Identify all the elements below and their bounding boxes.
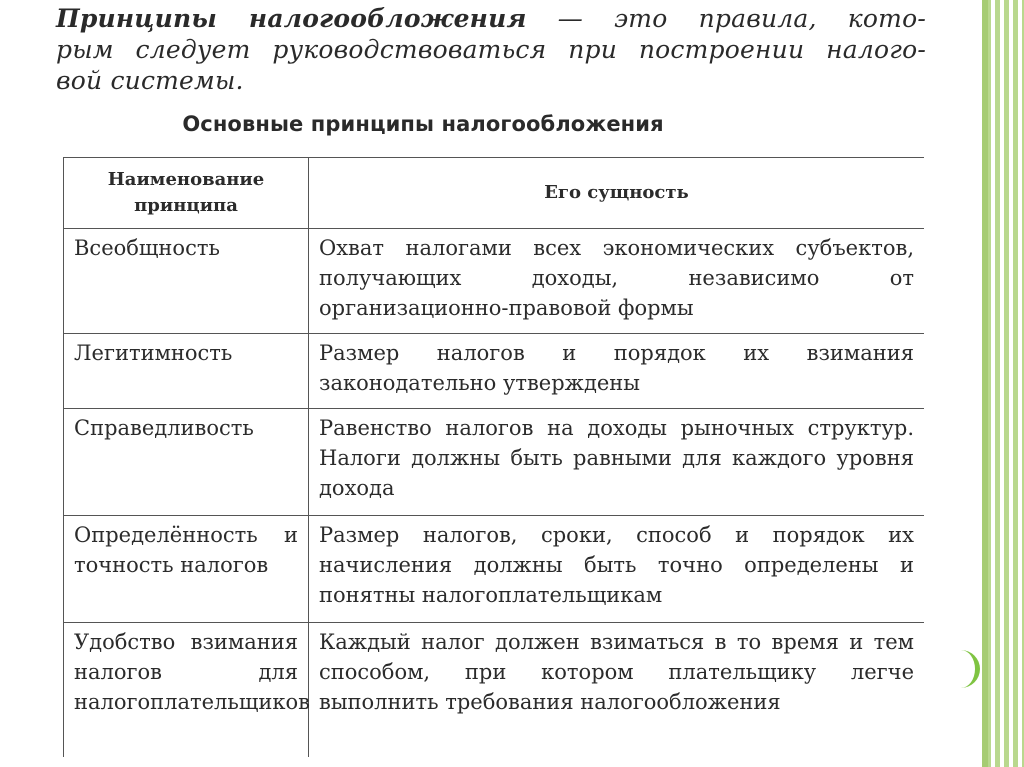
- principle-essence-cell: Размер налогов, сроки, способ и порядок их начисления должны быть точно определены и понятны налогоплательщикам: [309, 516, 925, 623]
- header-principle-essence: Его сущность: [309, 158, 925, 229]
- intro-definition: [56, 3, 926, 96]
- table-row: [64, 229, 925, 334]
- principle-essence-cell: Размер налогов и порядок их взимания законодательно утверждены: [309, 334, 925, 409]
- principle-essence-cell: Каждый налог должен взиматься в то время и тем способом, при котором плательщику легче выполнить требования налогообложения: [309, 623, 925, 758]
- principle-name-cell: Всеобщность: [64, 229, 309, 334]
- table-header-row: [64, 158, 925, 229]
- intro-line-3: вой системы.: [56, 66, 244, 95]
- table-row: [64, 516, 925, 623]
- principle-essence-cell: Равенство налогов на доходы рыночных структур. Налоги должны быть равными для каждого уровня дохода: [309, 409, 925, 516]
- table-row: [64, 409, 925, 516]
- principle-name-cell: Справедливость: [64, 409, 309, 516]
- principle-name-cell: Определённость и точность налогов: [64, 516, 309, 623]
- table-row: [64, 334, 925, 409]
- intro-line-2: рым следует руководствоваться при построении налого-: [56, 35, 926, 64]
- intro-line-1: [56, 3, 926, 34]
- table-container: [63, 157, 924, 757]
- intro-bold-term: Принципы налогообложения: [56, 4, 527, 33]
- principle-name-cell: Легитимность: [64, 334, 309, 409]
- decorative-stripes: [982, 0, 1024, 767]
- principle-essence-cell: Охват налогами всех экономических субъектов, получающих доходы, независимо от организационно-правовой формы: [309, 229, 925, 334]
- document-page: [56, 0, 926, 767]
- intro-line-1-rest: — это правила, кото-: [526, 4, 926, 33]
- header-principle-name: Наименование принципа: [64, 158, 309, 229]
- principle-name-cell: Удобство взимания налогов для налогоплательщиков: [64, 623, 309, 758]
- principles-table: [63, 157, 924, 757]
- table-row: [64, 623, 925, 758]
- table-title: Основные принципы налогообложения: [182, 112, 664, 136]
